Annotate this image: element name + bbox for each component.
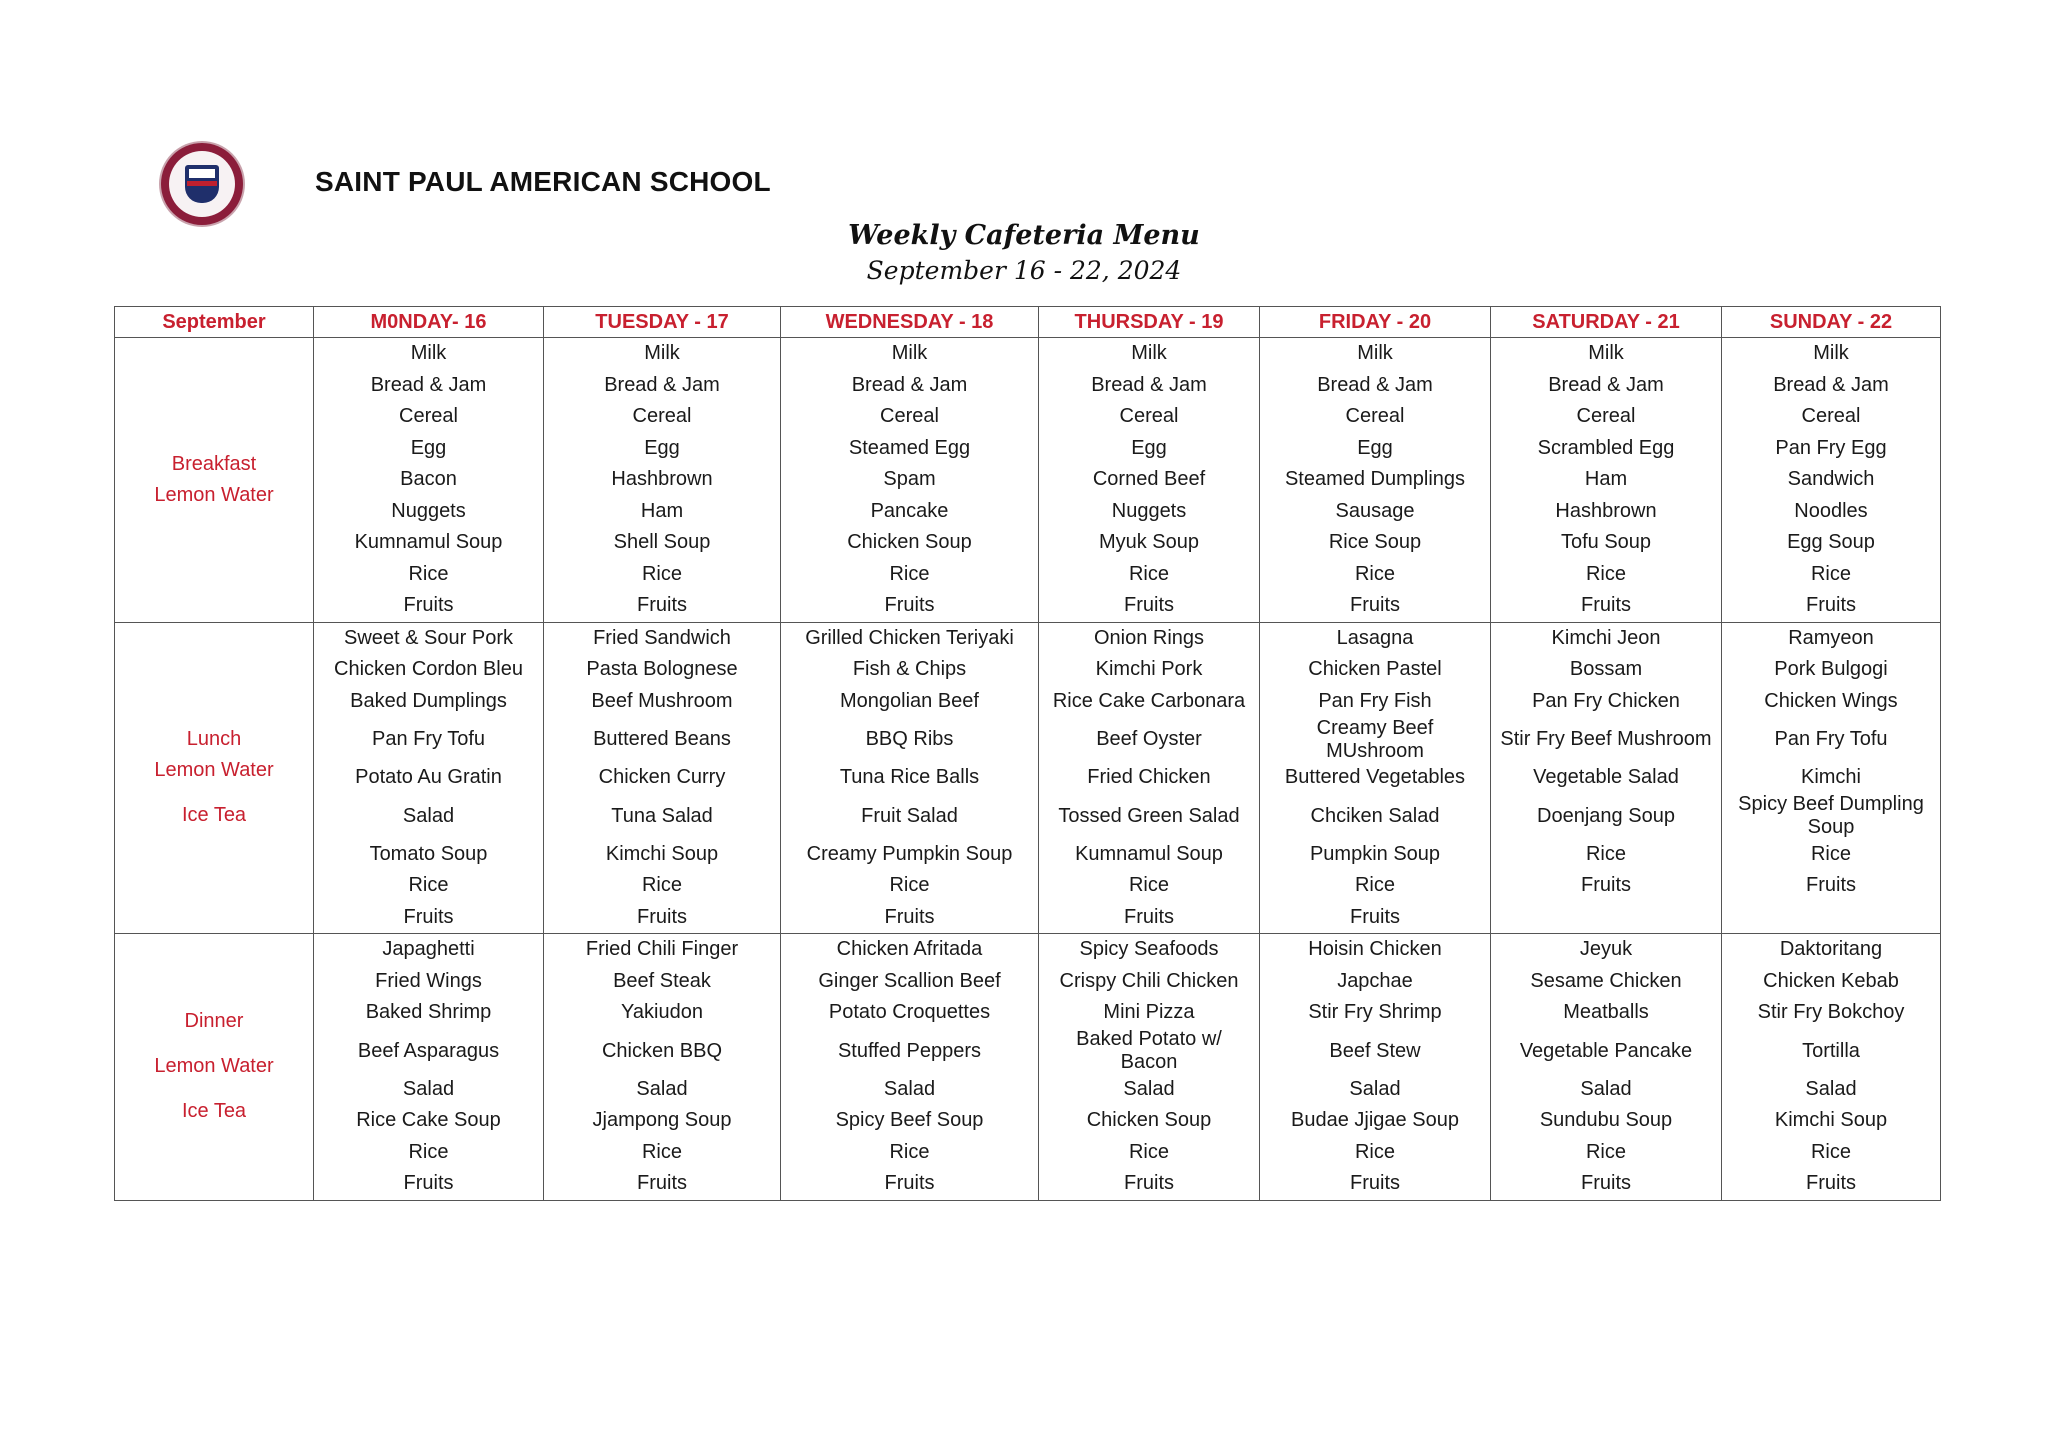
menu-item: Pan Fry Fish [1318,689,1432,712]
menu-item: Rice [889,562,930,585]
menu-item: Fruits [1124,594,1174,617]
menu-item: Chicken Afritada [836,938,983,961]
menu-item: Onion Rings [1093,626,1205,649]
menu-item: Fruits [1806,594,1856,617]
school-logo [161,143,243,225]
menu-item: Bossam [1569,658,1643,681]
menu-item: Spicy Beef Soup [835,1109,984,1132]
menu-item: Pan Fry Tofu [1774,728,1888,750]
menu-item: Doenjang Soup [1537,804,1675,827]
menu-item: Fruits [403,1172,454,1195]
menu-item: Yakiudon [621,1001,703,1024]
menu-item: Beef Steak [613,969,711,992]
menu-item: Myuk Soup [1098,531,1200,554]
menu-item: Rice [1585,842,1626,865]
menu-item: Noodles [1794,499,1868,522]
dinner-monday-cell [314,934,544,1201]
menu-item: Beef Oyster [1096,728,1202,750]
menu-item: Salad [1805,1077,1857,1100]
menu-item: Rice [641,562,682,585]
menu-item: Fruits [637,1172,687,1195]
menu-item: Rice Cake Soup [356,1109,501,1132]
menu-item: Fried Sandwich [593,626,731,649]
menu-item: Kumnamul Soup [354,531,503,554]
lunch-tuesday-cell [544,622,781,934]
menu-item: Fruits [884,905,935,928]
menu-item: Egg [1131,436,1167,459]
menu-item: Kimchi Soup [605,842,719,865]
menu-item: Rice [1585,562,1626,585]
breakfast-row [115,338,1941,623]
menu-item: Bread & Jam [370,373,487,396]
school-name: SAINT PAUL AMERICAN SCHOOL [315,166,771,197]
menu-item: Creamy Pumpkin Soup [806,842,1013,865]
menu-item: Cereal [880,405,939,428]
breakfast-friday-cell [1260,338,1491,623]
menu-item: Bread & Jam [1773,373,1889,396]
menu-item: Salad [636,1077,688,1100]
menu-item: Bacon [400,468,457,491]
breakfast-sunday-cell [1722,338,1941,623]
menu-item: Tofu Soup [1560,531,1652,554]
menu-item: Rice [1128,1140,1169,1163]
breakfast-monday-cell [314,338,544,623]
menu-item: Pasta Bolognese [586,658,738,681]
menu-item: Fried Wings [375,969,482,992]
menu-item: Fruits [403,905,454,928]
day-header: WEDNESDAY - 18 [781,307,1039,338]
menu-item: Fruits [403,594,454,617]
menu-item: Pan Fry Egg [1775,436,1887,459]
menu-item: Rice [889,1140,930,1163]
menu-item: Milk [410,342,447,365]
lunch-friday-cell [1260,622,1491,934]
menu-item: Kumnamul Soup [1075,842,1223,865]
menu-item: Chciken Salad [1310,804,1440,827]
menu-item: Kimchi [1800,766,1861,789]
menu-item: Cereal [399,405,458,428]
menu-item: Daktoritang [1779,938,1883,961]
menu-item: Rice [641,874,682,897]
menu-item: Chicken Wings [1764,689,1898,712]
menu-item: Milk [1357,342,1393,365]
menu-item: Kimchi Soup [1774,1109,1888,1132]
lunch-monday-cell [314,622,544,934]
menu-item: Baked Potato w/ Bacon [1076,1028,1222,1073]
menu-item: Beef Asparagus [357,1039,500,1062]
menu-item: Grilled Chicken Teriyaki [805,626,1014,649]
menu-item: Milk [891,342,928,365]
menu-item: Egg [410,436,447,459]
breakfast-saturday-cell [1491,338,1722,623]
menu-item: Salad [1123,1077,1175,1100]
day-header: FRIDAY - 20 [1260,307,1491,338]
drink-label: Lemon Water [154,483,274,506]
menu-item: Fruits [1350,594,1400,617]
menu-item: Chicken BBQ [601,1039,723,1062]
menu-item: Pork Bulgogi [1774,658,1888,681]
menu-item: Lasagna [1336,626,1414,649]
menu-item: Bread & Jam [604,373,720,396]
menu-item: Jeyuk [1579,938,1633,961]
menu-item: Milk [1131,342,1167,365]
menu-item: Rice Cake Carbonara [1052,689,1246,712]
menu-item: Hashbrown [1555,499,1657,522]
menu-item: Egg Soup [1787,531,1875,554]
menu-item: Beef Mushroom [591,689,733,712]
menu-item: Fruits [1806,1172,1856,1195]
menu-item: Fruits [1350,905,1400,928]
menu-item: Fruits [884,1172,935,1195]
menu-item: Crispy Chili Chicken [1059,969,1239,992]
day-header: TUESDAY - 17 [544,307,781,338]
menu-item: Japaghetti [382,938,475,961]
drink-label: Ice Tea [181,804,247,827]
menu-item: Tuna Salad [611,804,713,827]
menu-item: Fruits [637,594,687,617]
menu-item: Steamed Dumplings [1284,468,1466,491]
day-header: SATURDAY - 21 [1491,307,1722,338]
menu-item [1491,902,1721,934]
menu-item: Potato Croquettes [828,1001,991,1024]
menu-item: Sausage [1335,499,1415,522]
menu-item: Rice [1354,1140,1395,1163]
menu-item: Vegetable Salad [1533,766,1679,789]
menu-item: Potato Au Gratin [355,766,502,789]
menu-item: Rice [408,562,449,585]
dinner-saturday-cell [1491,934,1722,1201]
menu-item: Stir Fry Beef Mushroom [1500,728,1712,750]
menu-item: Fruits [1124,905,1174,928]
menu-item: Chicken Pastel [1308,658,1442,681]
menu-item: Fruits [1806,874,1856,897]
menu-item: Rice [1354,874,1395,897]
dinner-label-cell [115,934,314,1201]
menu-item: Rice [889,874,930,897]
day-header: THURSDAY - 19 [1039,307,1260,338]
menu-item: Spam [883,468,936,491]
menu-item: Sesame Chicken [1530,969,1682,992]
lunch-saturday-cell [1491,622,1722,934]
lunch-wednesday-cell [781,622,1039,934]
menu-item: Salad [1580,1077,1632,1100]
day-header: M0NDAY- 16 [314,307,544,338]
menu-item: Corned Beef [1092,468,1206,491]
menu-item: Mini Pizza [1103,1001,1195,1024]
menu-item: Fruits [1350,1172,1400,1195]
menu-item: Sundubu Soup [1539,1109,1673,1132]
menu-item: Cereal [1119,405,1179,428]
menu-item: Hashbrown [611,468,713,491]
dinner-sunday-cell [1722,934,1941,1201]
drink-label: Lemon Water [154,759,274,782]
menu-item: Ham [1584,468,1628,491]
menu-item: Fruits [1124,1172,1174,1195]
menu-item: Ginger Scallion Beef [818,969,1001,992]
menu-item: Fruit Salad [861,804,958,827]
breakfast-label-cell [115,338,314,623]
menu-item: Creamy Beef MUshroom [1316,717,1434,762]
menu-item: Milk [1588,342,1624,365]
menu-item: Rice [408,874,449,897]
menu-item: Tomato Soup [369,842,488,865]
menu-item: Steamed Egg [848,436,971,459]
menu-item: Rice [1810,562,1851,585]
menu-item: Tuna Rice Balls [839,766,980,789]
menu-item: Rice [641,1140,682,1163]
menu-item: Egg [1357,436,1393,459]
menu-item: Ham [640,499,684,522]
menu-item: Nuggets [1111,499,1187,522]
menu-item: Spicy Seafoods [1079,938,1219,961]
menu-item: Mongolian Beef [840,689,979,712]
lunch-sunday-cell [1722,622,1941,934]
menu-item: Milk [644,342,680,365]
menu-item: Buttered Vegetables [1284,766,1466,789]
drink-label: Lemon Water [154,1055,274,1078]
menu-item: Japchae [1337,969,1413,992]
menu-item: Rice [1354,562,1395,585]
drink-label: Ice Tea [181,1100,247,1123]
menu-item: Sweet & Sour Pork [344,626,513,649]
menu-item: Nuggets [391,499,466,522]
menu-table [114,306,1941,1201]
menu-item: Rice [1128,874,1169,897]
meal-label: Dinner [184,1010,244,1033]
menu-item: Meatballs [1563,1001,1649,1024]
menu-item: Vegetable Pancake [1519,1039,1693,1062]
breakfast-wednesday-cell [781,338,1039,623]
menu-item: Spicy Beef Dumpling Soup [1738,793,1924,838]
menu-item: Fried Chicken [1087,766,1211,789]
menu-item: Shell Soup [613,531,711,554]
menu-item: Sandwich [1787,468,1875,491]
menu-item: Pan Fry Chicken [1532,689,1680,712]
breakfast-tuesday-cell [544,338,781,623]
menu-item: Rice [1810,842,1851,865]
menu-item: Fruits [637,905,687,928]
menu-item: Hoisin Chicken [1308,938,1442,961]
menu-item: Salad [402,1077,455,1100]
lunch-row [115,622,1941,934]
menu-item: Chicken Kebab [1763,969,1899,992]
menu-item: Rice [1128,562,1169,585]
menu-item: Salad [1349,1077,1401,1100]
lunch-label-cell [115,622,314,934]
menu-item: Bread & Jam [1548,373,1664,396]
menu-item: Rice Soup [1328,531,1422,554]
menu-item: Rice [1810,1140,1851,1163]
menu-item: Tortilla [1802,1039,1860,1062]
menu-item: Baked Dumplings [350,689,507,712]
menu-item: Fried Chili Finger [585,938,739,961]
month-header: September [115,307,314,338]
meal-label: Breakfast [171,452,257,475]
menu-item: Cereal [1801,405,1861,428]
menu-item: Egg [644,436,680,459]
dinner-wednesday-cell [781,934,1039,1201]
menu-item: Rice [408,1140,449,1163]
menu-item: Milk [1813,342,1849,365]
menu-item: Pumpkin Soup [1309,842,1441,865]
logo-book-icon [189,169,215,178]
menu-item: Rice [1585,1140,1626,1163]
menu-item: Scrambled Egg [1537,436,1675,459]
menu-item: Cereal [1576,405,1636,428]
menu-item: Kimchi Jeon [1551,626,1661,649]
menu-item: Baked Shrimp [365,1001,492,1024]
menu-item: Salad [402,804,455,827]
logo-stripe [187,181,217,186]
dinner-thursday-cell [1039,934,1260,1201]
menu-item: Cereal [632,405,692,428]
breakfast-thursday-cell [1039,338,1260,623]
dinner-row [115,934,1941,1201]
day-header: SUNDAY - 22 [1722,307,1941,338]
menu-item: Stir Fry Bokchoy [1757,1001,1905,1024]
menu-item: Pan Fry Tofu [371,728,486,750]
menu-item: Buttered Beans [593,728,731,750]
dinner-friday-cell [1260,934,1491,1201]
menu-item: Tossed Green Salad [1058,804,1240,827]
menu-item: Kimchi Pork [1095,658,1203,681]
meal-label: Lunch [186,728,242,751]
menu-dates: September 16 - 22, 2024 [866,256,1182,285]
menu-item: Fruits [1581,1172,1631,1195]
menu-item [1722,902,1940,934]
menu-item: Ramyeon [1788,626,1874,649]
menu-item: Pancake [870,499,949,522]
menu-item: Stuffed Peppers [837,1039,982,1062]
menu-item: Bread & Jam [1317,373,1433,396]
menu-item: Salad [883,1077,936,1100]
lunch-thursday-cell [1039,622,1260,934]
menu-item: Chicken Soup [847,531,972,554]
menu-item: Stir Fry Shrimp [1308,1001,1442,1024]
menu-item: Bread & Jam [1091,373,1207,396]
dinner-tuesday-cell [544,934,781,1201]
menu-item: Chicken Cordon Bleu [334,658,523,681]
menu-item: Bread & Jam [851,373,968,396]
menu-item: Fish & Chips [852,658,967,681]
menu-item: Chicken Curry [598,766,726,789]
menu-item: Fruits [1581,594,1631,617]
header-row [115,307,1941,338]
menu-item: BBQ Ribs [865,728,954,750]
menu-item: Fruits [1581,874,1631,897]
menu-item: Cereal [1345,405,1405,428]
menu-item: Beef Stew [1329,1039,1421,1062]
menu-item: Budae Jjigae Soup [1291,1109,1459,1132]
menu-item: Fruits [884,594,935,617]
menu-item: Chicken Soup [1086,1109,1212,1132]
menu-item: Jjampong Soup [592,1109,732,1132]
menu-title: Weekly Cafeteria Menu [848,220,1200,251]
